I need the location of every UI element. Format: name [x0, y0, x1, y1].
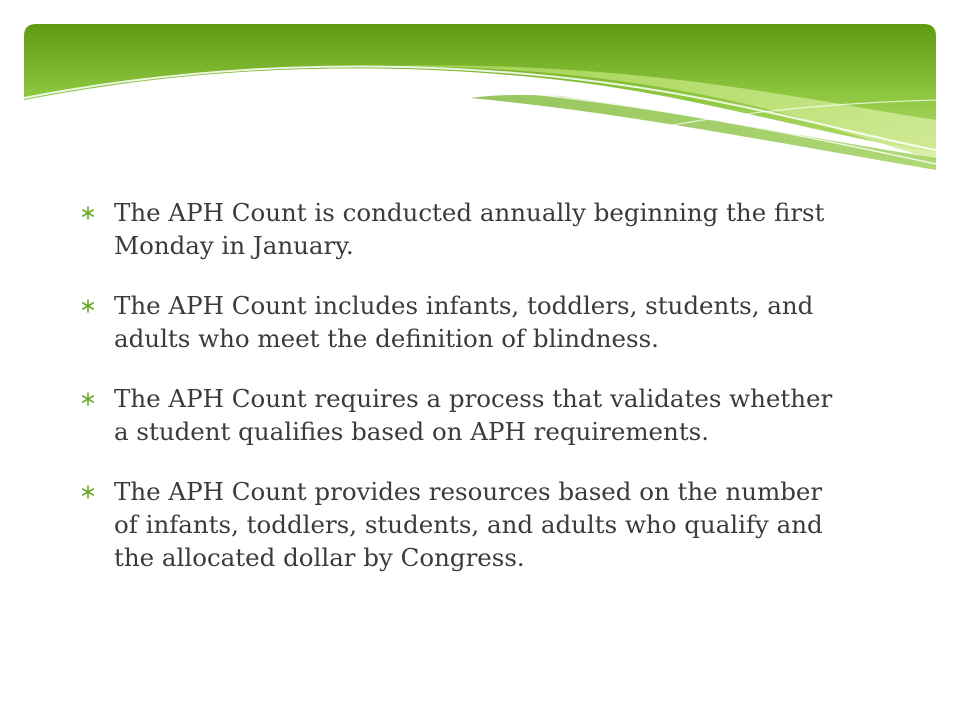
asterisk-bullet-icon	[80, 484, 96, 500]
asterisk-bullet-icon	[80, 298, 96, 314]
bullet-item	[80, 382, 840, 448]
bullet-text: The APH Count includes infants, toddlers, students, and adults who meet the definition of blindness.	[114, 291, 814, 353]
banner-main-shape	[24, 24, 936, 152]
bullet-text: The APH Count requires a process that validates whether a student qualifies based on APH requirements.	[114, 384, 833, 446]
bullet-item	[80, 196, 840, 262]
bullet-text: The APH Count provides resources based on the number of infants, toddlers, students, and adults who qualify and the allocated dollar by Congress.	[114, 477, 823, 572]
asterisk-bullet-icon	[80, 391, 96, 407]
asterisk-bullet-icon	[80, 205, 96, 221]
bullet-item	[80, 289, 840, 355]
bullet-item	[80, 475, 840, 574]
header-wave-banner	[0, 0, 960, 200]
bullet-list	[80, 196, 840, 601]
bullet-text: The APH Count is conducted annually beginning the first Monday in January.	[114, 198, 825, 260]
